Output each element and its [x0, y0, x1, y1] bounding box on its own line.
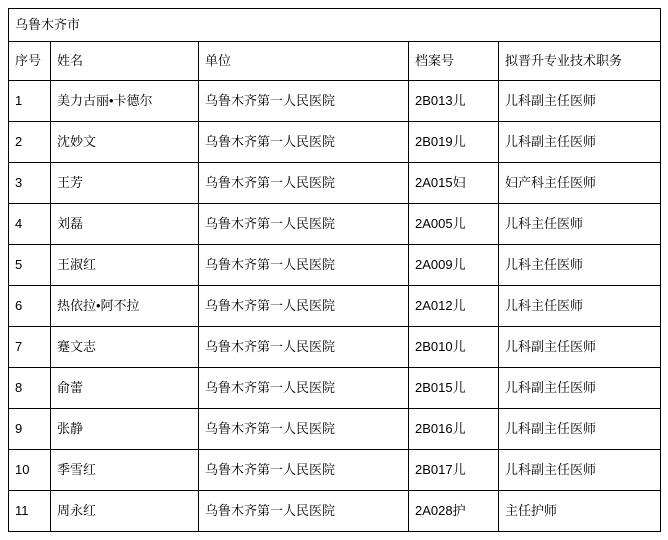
cell-unit: 乌鲁木齐第一人民医院: [199, 81, 409, 122]
cell-name: 王芳: [51, 163, 199, 204]
cell-file-no: 2B016儿: [409, 409, 499, 450]
column-header-name: 姓名: [51, 42, 199, 81]
cell-file-no: 2B015儿: [409, 368, 499, 409]
cell-name: 张静: [51, 409, 199, 450]
column-header-title: 拟晋升专业技术职务: [499, 42, 661, 81]
cell-index: 5: [9, 245, 51, 286]
document-title: 乌鲁木齐市: [9, 9, 661, 42]
cell-unit: 乌鲁木齐第一人民医院: [199, 286, 409, 327]
cell-file-no: 2A005儿: [409, 204, 499, 245]
table-row: [9, 122, 661, 163]
column-header-index: 序号: [9, 42, 51, 81]
cell-unit: 乌鲁木齐第一人民医院: [199, 327, 409, 368]
cell-title: 儿科副主任医师: [499, 409, 661, 450]
cell-file-no: 2B017儿: [409, 450, 499, 491]
cell-name: 俞蕾: [51, 368, 199, 409]
cell-index: 9: [9, 409, 51, 450]
cell-title: 儿科副主任医师: [499, 122, 661, 163]
cell-name: 季雪红: [51, 450, 199, 491]
cell-index: 11: [9, 491, 51, 532]
cell-title: 儿科主任医师: [499, 286, 661, 327]
cell-title: 儿科副主任医师: [499, 81, 661, 122]
cell-title: 儿科副主任医师: [499, 450, 661, 491]
cell-index: 1: [9, 81, 51, 122]
table-row: [9, 409, 661, 450]
table-body: [9, 9, 661, 532]
cell-index: 10: [9, 450, 51, 491]
table-row: [9, 286, 661, 327]
table-header-row: [9, 42, 661, 81]
cell-title: 儿科副主任医师: [499, 368, 661, 409]
cell-index: 2: [9, 122, 51, 163]
cell-title: 儿科主任医师: [499, 204, 661, 245]
cell-unit: 乌鲁木齐第一人民医院: [199, 122, 409, 163]
column-header-unit: 单位: [199, 42, 409, 81]
cell-file-no: 2B013儿: [409, 81, 499, 122]
cell-file-no: 2B019儿: [409, 122, 499, 163]
cell-unit: 乌鲁木齐第一人民医院: [199, 368, 409, 409]
cell-file-no: 2A028护: [409, 491, 499, 532]
table-row: [9, 368, 661, 409]
table-row: [9, 204, 661, 245]
cell-file-no: 2A012儿: [409, 286, 499, 327]
cell-name: 沈妙文: [51, 122, 199, 163]
cell-name: 周永红: [51, 491, 199, 532]
table-row: [9, 163, 661, 204]
table-title-row: [9, 9, 661, 42]
cell-name: 蹇文志: [51, 327, 199, 368]
cell-index: 3: [9, 163, 51, 204]
cell-name: 热依拉•阿不拉: [51, 286, 199, 327]
table-row: [9, 245, 661, 286]
cell-unit: 乌鲁木齐第一人民医院: [199, 204, 409, 245]
cell-index: 4: [9, 204, 51, 245]
cell-title: 妇产科主任医师: [499, 163, 661, 204]
cell-index: 8: [9, 368, 51, 409]
cell-title: 主任护师: [499, 491, 661, 532]
cell-index: 6: [9, 286, 51, 327]
column-header-file-no: 档案号: [409, 42, 499, 81]
table-row: [9, 450, 661, 491]
table-row: [9, 81, 661, 122]
cell-index: 7: [9, 327, 51, 368]
cell-name: 王淑红: [51, 245, 199, 286]
table-row: [9, 491, 661, 532]
cell-unit: 乌鲁木齐第一人民医院: [199, 450, 409, 491]
cell-file-no: 2A009儿: [409, 245, 499, 286]
cell-file-no: 2B010儿: [409, 327, 499, 368]
table-row: [9, 327, 661, 368]
promotion-candidates-table: [8, 8, 661, 532]
cell-name: 美力古丽•卡德尔: [51, 81, 199, 122]
cell-name: 刘磊: [51, 204, 199, 245]
cell-title: 儿科副主任医师: [499, 327, 661, 368]
cell-title: 儿科主任医师: [499, 245, 661, 286]
cell-unit: 乌鲁木齐第一人民医院: [199, 409, 409, 450]
cell-unit: 乌鲁木齐第一人民医院: [199, 491, 409, 532]
cell-unit: 乌鲁木齐第一人民医院: [199, 163, 409, 204]
cell-unit: 乌鲁木齐第一人民医院: [199, 245, 409, 286]
cell-file-no: 2A015妇: [409, 163, 499, 204]
